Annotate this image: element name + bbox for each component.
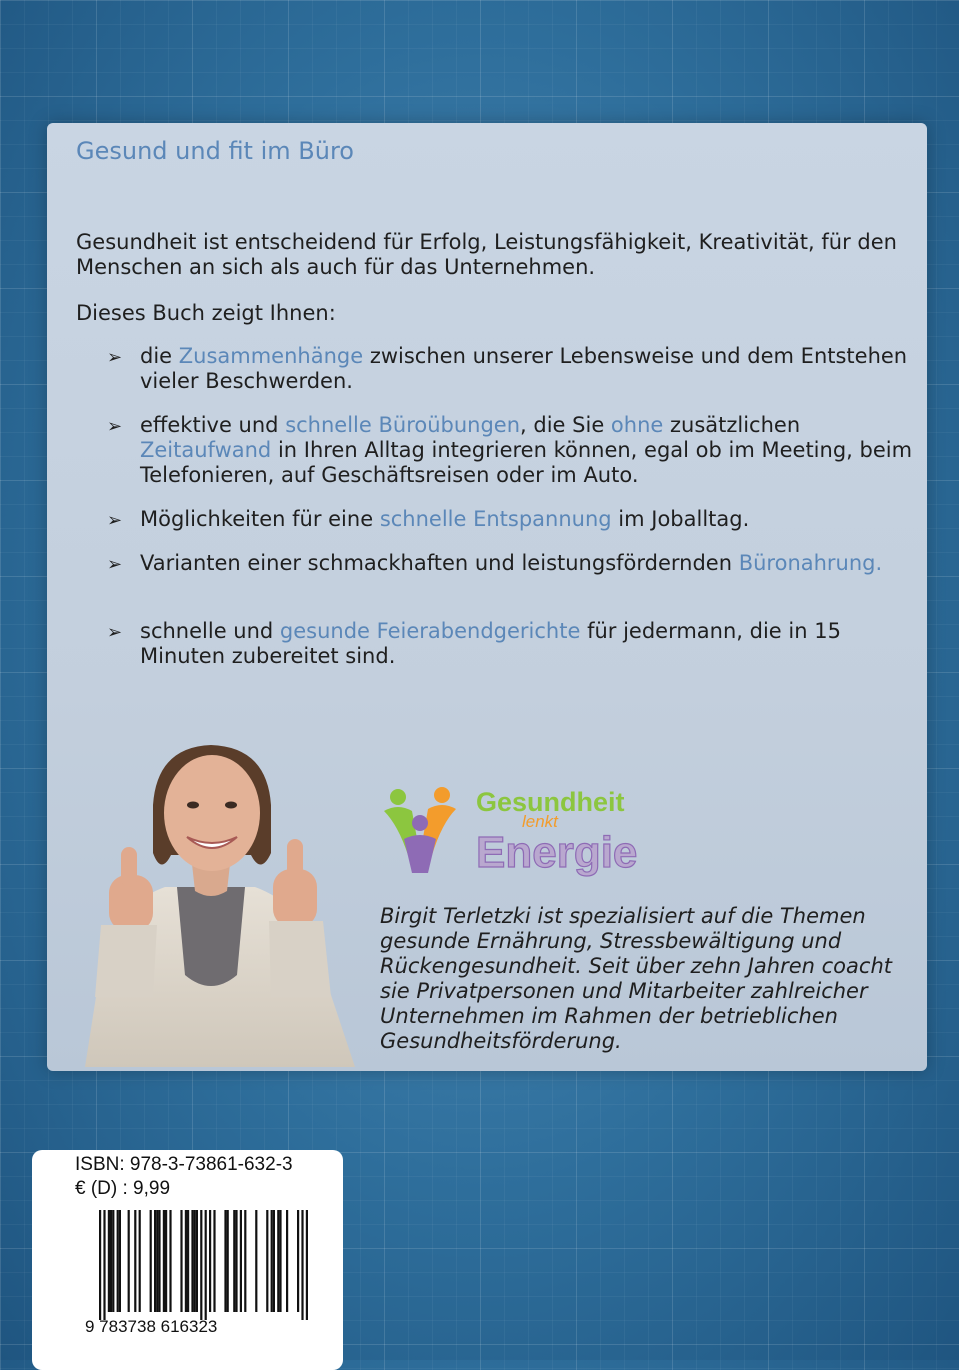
barcode-bar: [108, 1210, 110, 1312]
list-item-text: die Zusammenhänge zwischen unserer Lebensweise und dem Entstehen vieler Beschwerden.: [140, 344, 908, 393]
barcode-bar: [150, 1210, 152, 1312]
barcode-bar: [271, 1210, 273, 1312]
logo-word-energie: Energie: [476, 828, 638, 877]
barcode-bar: [235, 1210, 237, 1312]
barcode-bar: [227, 1210, 229, 1312]
barcode-bar: [163, 1210, 165, 1312]
list-item-text: Varianten einer schmackhaften und leistungsfördernden Büronahrung.: [140, 551, 883, 575]
author-photo: [65, 735, 357, 1067]
lead-line: Dieses Buch zeigt Ihnen:: [76, 301, 336, 325]
barcode-bar: [158, 1210, 160, 1312]
barcode-digits: 9 783738 616323: [85, 1317, 218, 1336]
back-cover-panel: [47, 123, 927, 1071]
barcode-bar: [306, 1210, 308, 1320]
barcode-bar: [128, 1210, 130, 1312]
barcode-bar: [209, 1210, 211, 1312]
barcode-bar: [255, 1210, 257, 1312]
barcode-bar: [233, 1210, 235, 1312]
arrow-bullet-icon: ➢: [107, 554, 123, 575]
barcode-bar: [205, 1210, 207, 1320]
list-item-text: Möglichkeiten für eine schnelle Entspannung im Joballtag.: [140, 507, 750, 531]
book-title: Gesund und fit im Büro: [76, 137, 354, 165]
barcode-bar: [154, 1210, 156, 1312]
barcode-bar: [99, 1210, 101, 1320]
barcode-bars: [99, 1210, 308, 1320]
barcode-bar: [112, 1210, 114, 1312]
barcode-bar: [213, 1210, 215, 1312]
barcode: [85, 1208, 321, 1336]
barcode-bar: [117, 1210, 119, 1312]
barcode-bar: [266, 1210, 268, 1312]
arrow-bullet-icon: ➢: [107, 347, 123, 368]
barcode-bar: [200, 1210, 202, 1320]
list-item-text: schnelle und gesunde Feierabendgerichte für jedermann, die in 15 Minuten zubereitet sind.: [140, 619, 841, 668]
logo-word-gesundheit: Gesundheit: [476, 787, 625, 817]
barcode-bar: [103, 1210, 105, 1320]
barcode-bar: [187, 1210, 189, 1312]
barcode-bar: [240, 1210, 242, 1312]
author-bio: Birgit Terletzki ist spezialisiert auf die Themen gesunde Ernährung, Stressbewältigung und Rückengesundheit. Seit über zehn Jahren coacht sie Privatpersonen und Mitarbeiter zahlreicher Unternehmen im Rahmen der betrieblichen Gesundheitsförderung.: [380, 904, 892, 1053]
barcode-bar: [191, 1210, 193, 1312]
barcode-bar: [156, 1210, 158, 1312]
barcode-bar: [134, 1210, 136, 1312]
arrow-bullet-icon: ➢: [107, 416, 123, 437]
barcode-bar: [119, 1210, 121, 1312]
arrow-bullet-icon: ➢: [107, 622, 123, 643]
barcode-bar: [286, 1210, 288, 1312]
barcode-bar: [165, 1210, 167, 1312]
barcode-bar: [244, 1210, 246, 1312]
arrow-bullet-icon: ➢: [107, 510, 123, 531]
gesundheit-lenkt-energie-logo: [382, 781, 672, 885]
barcode-bar: [110, 1210, 112, 1312]
barcode-bar: [180, 1210, 182, 1312]
barcode-bar: [196, 1210, 198, 1312]
barcode-bar: [279, 1210, 281, 1312]
barcode-bar: [273, 1210, 275, 1312]
barcode-bar: [169, 1210, 171, 1312]
barcode-bar: [139, 1210, 141, 1312]
barcode-bar: [224, 1210, 226, 1312]
barcode-box: [32, 1150, 343, 1370]
barcode-bar: [194, 1210, 196, 1312]
barcode-bar: [297, 1210, 299, 1312]
barcode-bar: [301, 1210, 303, 1320]
isbn-label: ISBN: 978-3-73861-632-3: [75, 1154, 293, 1175]
logo-word-lenkt: lenkt: [522, 812, 558, 831]
list-item-text: effektive und schnelle Büroübungen, die Sie ohne zusätzlichen Zeitaufwand in Ihren Alltag integrieren können, egal ob im Meeting, beim Telefonieren, auf Geschäftsreisen oder im Auto.: [140, 413, 913, 487]
price-label: € (D) : 9,99: [75, 1178, 171, 1199]
barcode-bar: [185, 1210, 187, 1312]
intro-paragraph: Gesundheit ist entscheidend für Erfolg, Leistungsfähigkeit, Kreativität, für den Menschen an sich als auch für das Unternehmen.: [76, 230, 897, 279]
barcode-bar: [277, 1210, 279, 1312]
